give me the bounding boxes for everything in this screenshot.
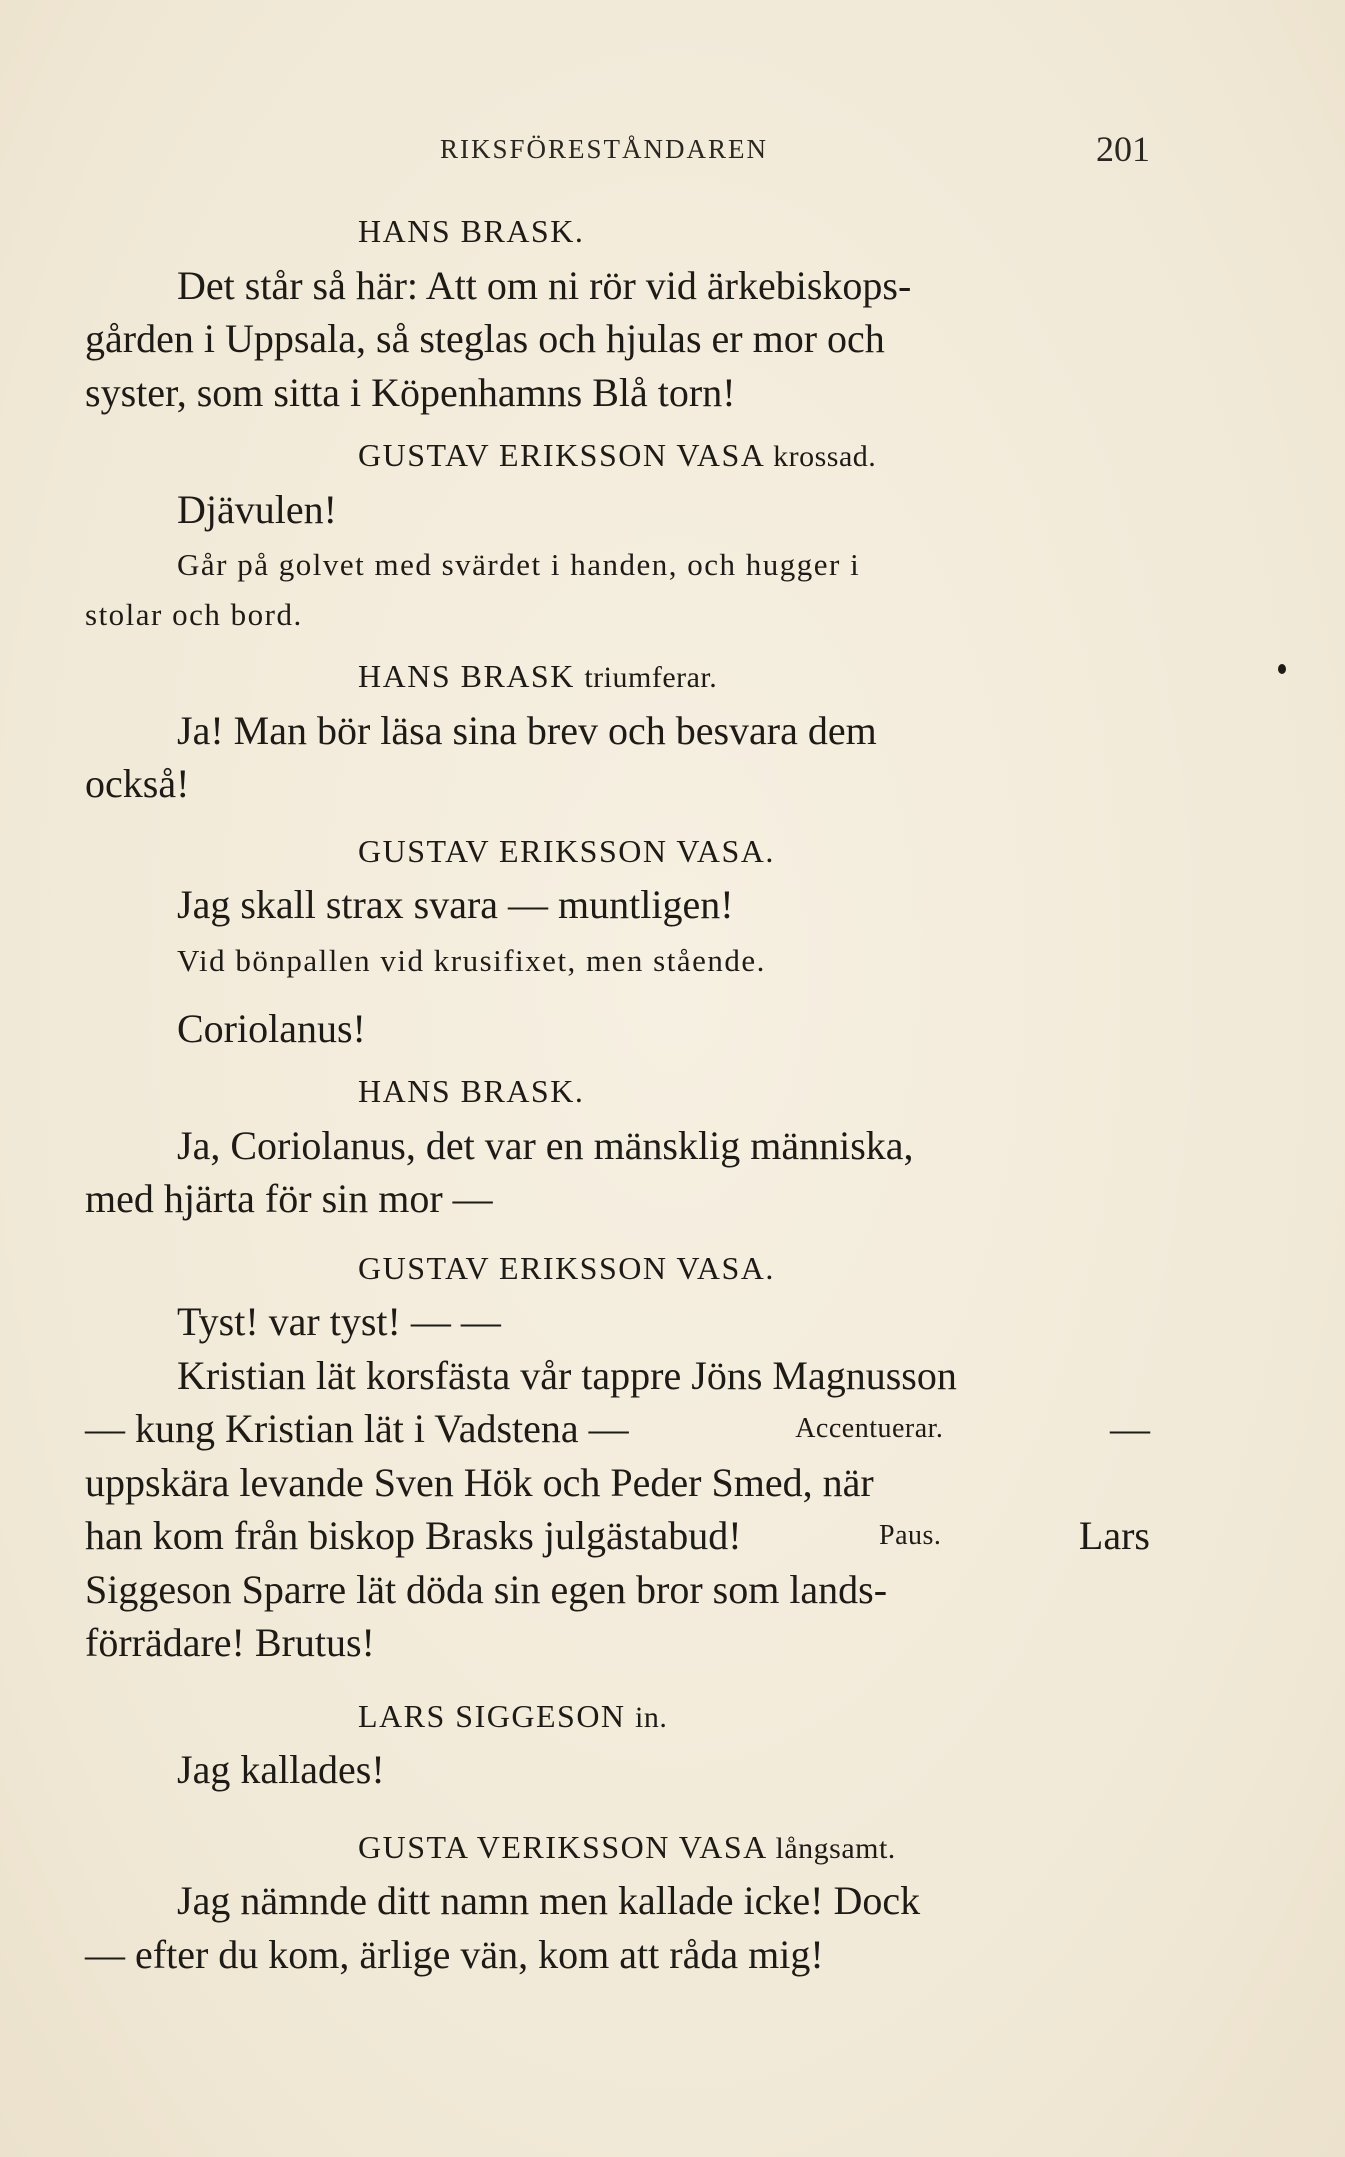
dialogue-line: syster, som sitta i Köpenhamns Blå torn!: [85, 369, 736, 415]
page-header: [85, 128, 1150, 176]
speaker-name: HANS BRASK triumferar.: [358, 658, 718, 694]
speaker-direction: triumferar.: [584, 661, 718, 694]
stage-direction: Vid bönpallen vid krusifixet, men stående.: [177, 942, 766, 978]
dialogue-line: också!: [85, 761, 190, 806]
dialogue-line: Jag skall strax svara — muntligen!: [177, 882, 734, 927]
dialogue-line: med hjärta för sin mor —: [85, 1176, 493, 1221]
speaker-direction: in.: [635, 1700, 668, 1734]
dialogue-line: förrädare! Brutus!: [85, 1620, 375, 1665]
speaker-direction: krossad.: [773, 440, 877, 473]
dialogue-line: — efter du kom, ärlige vän, kom att råda mig!: [85, 1931, 824, 1977]
page-number: 201: [1096, 129, 1150, 169]
speaker-name: HANS BRASK.: [358, 1073, 585, 1109]
dialogue-line: Jag nämnde ditt namn men kallade icke! Dock: [177, 1878, 921, 1923]
dialogue-line: gården i Uppsala, så steglas och hjulas er mor och: [85, 316, 885, 361]
dialogue-line: han kom från biskop Brasks julgästabud! Paus. Lars: [85, 1509, 1150, 1563]
speaker-direction: långsamt.: [775, 1831, 896, 1865]
dialogue-line: Tyst! var tyst! — —: [177, 1299, 501, 1344]
dialogue-line: Det står så här: Att om ni rör vid ärkebiskops-: [177, 262, 912, 308]
speaker-name: GUSTAV ERIKSSON VASA.: [358, 832, 775, 869]
dialogue-line: Ja! Man bör läsa sina brev och besvara dem: [177, 707, 877, 753]
dialogue-line: — kung Kristian lät i Vadstena — Accentuerar. —: [85, 1402, 1150, 1456]
running-head: RIKSFÖRESTÅNDAREN: [440, 134, 769, 164]
dialogue-line: Djävulen!: [177, 486, 337, 532]
inline-stage-direction: Accentuerar.: [795, 1413, 944, 1444]
dialogue-line: Ja, Coriolanus, det var en mänsklig människa,: [177, 1122, 914, 1168]
speaker-name: GUSTAV ERIKSSON VASA krossad.: [358, 437, 877, 473]
speaker-name: GUSTAV ERIKSSON VASA.: [358, 1249, 775, 1286]
dialogue-line: Coriolanus!: [177, 1005, 366, 1051]
dialogue-line: Siggeson Sparre lät döda sin egen bror som lands-: [85, 1566, 888, 1612]
play-text: [85, 205, 1150, 1981]
speaker-name: LARS SIGGESON in.: [358, 1697, 668, 1734]
dialogue-line: Kristian lät korsfästa vår tappre Jöns Magnusson: [177, 1352, 957, 1398]
dialogue-line: Jag kallades!: [177, 1747, 385, 1792]
dialogue-line: uppskära levande Sven Hök och Peder Smed, när: [85, 1459, 874, 1505]
speaker-name: GUSTA VERIKSSON VASA långsamt.: [358, 1828, 896, 1865]
ink-speck: [1278, 664, 1286, 674]
stage-direction: stolar och bord.: [85, 597, 303, 632]
inline-stage-direction: Paus.: [879, 1520, 942, 1551]
speaker-name: HANS BRASK.: [358, 213, 585, 249]
stage-direction: Går på golvet med svärdet i handen, och hugger i: [177, 547, 861, 582]
